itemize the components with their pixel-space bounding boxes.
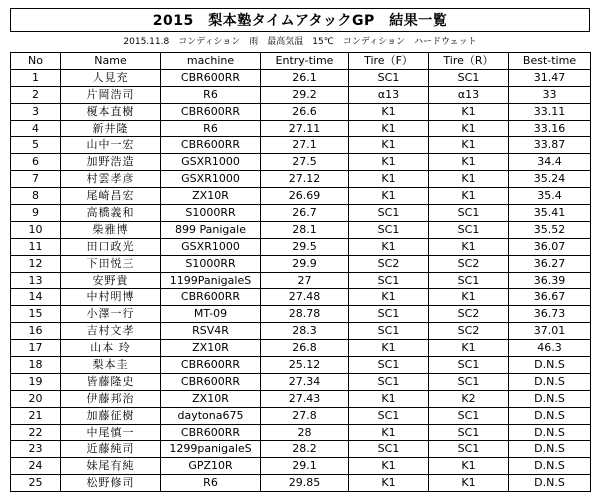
cell-no: 13 xyxy=(11,272,61,289)
cell-best-time: D.N.S xyxy=(509,475,591,492)
table-row xyxy=(11,475,591,492)
table-row xyxy=(11,171,591,188)
cell-no: 7 xyxy=(11,171,61,188)
cell-name: 梨本圭 xyxy=(61,357,161,374)
cell-tire-front: SC1 xyxy=(349,407,429,424)
cell-entry-time: 28 xyxy=(261,424,349,441)
column-header-entry-time: Entry-time xyxy=(261,53,349,70)
cell-entry-time: 27.34 xyxy=(261,373,349,390)
cell-tire-front: K1 xyxy=(349,188,429,205)
table-row xyxy=(11,441,591,458)
cell-name: 中尾慎一 xyxy=(61,424,161,441)
cell-no: 2 xyxy=(11,86,61,103)
cell-entry-time: 27.8 xyxy=(261,407,349,424)
cell-tire-rear: SC2 xyxy=(429,306,509,323)
cell-entry-time: 29.5 xyxy=(261,238,349,255)
column-header-best-time: Best-time xyxy=(509,53,591,70)
cell-no: 16 xyxy=(11,323,61,340)
cell-tire-front: K1 xyxy=(349,238,429,255)
cell-name: 高橋義和 xyxy=(61,205,161,222)
cell-no: 11 xyxy=(11,238,61,255)
cell-name: 新井隆 xyxy=(61,120,161,137)
cell-tire-front: K1 xyxy=(349,289,429,306)
cell-no: 18 xyxy=(11,357,61,374)
cell-tire-rear: SC1 xyxy=(429,221,509,238)
cell-best-time: 33.87 xyxy=(509,137,591,154)
cell-entry-time: 27.43 xyxy=(261,390,349,407)
cell-tire-front: SC1 xyxy=(349,205,429,222)
cell-name: 妹尾有純 xyxy=(61,458,161,475)
cell-tire-front: K1 xyxy=(349,458,429,475)
cell-entry-time: 29.2 xyxy=(261,86,349,103)
cell-no: 9 xyxy=(11,205,61,222)
cell-no: 25 xyxy=(11,475,61,492)
cell-tire-rear: SC1 xyxy=(429,205,509,222)
cell-entry-time: 27.5 xyxy=(261,154,349,171)
table-row xyxy=(11,86,591,103)
cell-no: 22 xyxy=(11,424,61,441)
cell-best-time: 31.47 xyxy=(509,69,591,86)
cell-tire-front: K1 xyxy=(349,120,429,137)
cell-best-time: D.N.S xyxy=(509,390,591,407)
cell-tire-front: SC1 xyxy=(349,357,429,374)
results-body xyxy=(11,69,591,491)
cell-machine: 1299panigaleS xyxy=(161,441,261,458)
cell-name: 尾崎昌宏 xyxy=(61,188,161,205)
cell-best-time: 35.4 xyxy=(509,188,591,205)
cell-tire-rear: K1 xyxy=(429,103,509,120)
cell-name: 吉村文孝 xyxy=(61,323,161,340)
cell-entry-time: 26.1 xyxy=(261,69,349,86)
cell-tire-front: SC1 xyxy=(349,272,429,289)
column-header-tire-rear: Tire（R） xyxy=(429,53,509,70)
table-row xyxy=(11,154,591,171)
table-row xyxy=(11,255,591,272)
cell-machine: R6 xyxy=(161,86,261,103)
cell-tire-rear: SC2 xyxy=(429,255,509,272)
cell-tire-rear: K1 xyxy=(429,120,509,137)
table-row xyxy=(11,306,591,323)
cell-machine: CBR600RR xyxy=(161,103,261,120)
cell-entry-time: 26.7 xyxy=(261,205,349,222)
cell-entry-time: 29.9 xyxy=(261,255,349,272)
header-row xyxy=(11,53,591,70)
cell-best-time: D.N.S xyxy=(509,441,591,458)
results-table xyxy=(10,52,591,492)
table-row xyxy=(11,289,591,306)
conditions-line: 2015.11.8 コンディション 雨 最高気温 15℃ コンディション ハードウェット xyxy=(123,37,477,47)
cell-name: 加藤征樹 xyxy=(61,407,161,424)
cell-no: 6 xyxy=(11,154,61,171)
cell-name: 加野浩造 xyxy=(61,154,161,171)
cell-machine: CBR600RR xyxy=(161,289,261,306)
cell-name: 柴雅博 xyxy=(61,221,161,238)
cell-entry-time: 27.48 xyxy=(261,289,349,306)
cell-tire-rear: SC1 xyxy=(429,272,509,289)
cell-tire-rear: K1 xyxy=(429,154,509,171)
cell-best-time: 36.73 xyxy=(509,306,591,323)
cell-machine: GSXR1000 xyxy=(161,238,261,255)
cell-tire-rear: SC1 xyxy=(429,407,509,424)
cell-no: 24 xyxy=(11,458,61,475)
cell-machine: ZX10R xyxy=(161,340,261,357)
cell-machine: CBR600RR xyxy=(161,424,261,441)
cell-tire-rear: K1 xyxy=(429,340,509,357)
cell-name: 村雲孝彦 xyxy=(61,171,161,188)
cell-best-time: 37.01 xyxy=(509,323,591,340)
cell-machine: S1000RR xyxy=(161,255,261,272)
cell-machine: 899 Panigale xyxy=(161,221,261,238)
cell-entry-time: 27.12 xyxy=(261,171,349,188)
cell-name: 榎本直樹 xyxy=(61,103,161,120)
table-row xyxy=(11,188,591,205)
cell-machine: CBR600RR xyxy=(161,137,261,154)
cell-tire-front: K1 xyxy=(349,154,429,171)
cell-tire-front: K1 xyxy=(349,103,429,120)
table-row xyxy=(11,340,591,357)
cell-name: 下田悦三 xyxy=(61,255,161,272)
cell-best-time: 33.11 xyxy=(509,103,591,120)
cell-machine: GSXR1000 xyxy=(161,171,261,188)
cell-tire-rear: K1 xyxy=(429,475,509,492)
table-row xyxy=(11,424,591,441)
cell-entry-time: 27 xyxy=(261,272,349,289)
cell-machine: daytona675 xyxy=(161,407,261,424)
table-row xyxy=(11,407,591,424)
cell-tire-front: SC1 xyxy=(349,306,429,323)
column-header-tire-front: Tire（F） xyxy=(349,53,429,70)
cell-tire-front: SC2 xyxy=(349,255,429,272)
cell-best-time: 35.24 xyxy=(509,171,591,188)
cell-tire-front: K1 xyxy=(349,340,429,357)
cell-name: 片岡浩司 xyxy=(61,86,161,103)
cell-entry-time: 26.8 xyxy=(261,340,349,357)
cell-tire-front: SC1 xyxy=(349,441,429,458)
table-row xyxy=(11,137,591,154)
table-row xyxy=(11,69,591,86)
cell-no: 21 xyxy=(11,407,61,424)
cell-name: 伊藤邦治 xyxy=(61,390,161,407)
cell-machine: GPZ10R xyxy=(161,458,261,475)
cell-best-time: 33 xyxy=(509,86,591,103)
cell-entry-time: 29.1 xyxy=(261,458,349,475)
cell-tire-front: SC1 xyxy=(349,373,429,390)
table-row xyxy=(11,272,591,289)
cell-machine: R6 xyxy=(161,120,261,137)
table-row xyxy=(11,205,591,222)
cell-tire-rear: SC1 xyxy=(429,373,509,390)
cell-tire-rear: SC1 xyxy=(429,424,509,441)
cell-tire-rear: α13 xyxy=(429,86,509,103)
cell-name: 田口政光 xyxy=(61,238,161,255)
cell-best-time: 36.39 xyxy=(509,272,591,289)
cell-best-time: 35.52 xyxy=(509,221,591,238)
cell-tire-front: K1 xyxy=(349,171,429,188)
cell-tire-rear: K1 xyxy=(429,188,509,205)
cell-entry-time: 28.78 xyxy=(261,306,349,323)
cell-best-time: 36.27 xyxy=(509,255,591,272)
cell-tire-front: K1 xyxy=(349,390,429,407)
cell-tire-front: SC1 xyxy=(349,323,429,340)
cell-no: 5 xyxy=(11,137,61,154)
cell-no: 19 xyxy=(11,373,61,390)
cell-machine: CBR600RR xyxy=(161,373,261,390)
cell-best-time: 35.41 xyxy=(509,205,591,222)
table-row xyxy=(11,458,591,475)
cell-tire-rear: K1 xyxy=(429,137,509,154)
cell-machine: RSV4R xyxy=(161,323,261,340)
cell-no: 1 xyxy=(11,69,61,86)
cell-machine: 1199PanigaleS xyxy=(161,272,261,289)
cell-tire-front: K1 xyxy=(349,137,429,154)
cell-tire-rear: K1 xyxy=(429,238,509,255)
cell-best-time: 46.3 xyxy=(509,340,591,357)
table-row xyxy=(11,120,591,137)
page-title: 2015 梨本塾タイムアタックGP 結果一覧 xyxy=(10,8,590,32)
table-row xyxy=(11,357,591,374)
cell-machine: R6 xyxy=(161,475,261,492)
column-header-no: No xyxy=(11,53,61,70)
column-header-machine: machine xyxy=(161,53,261,70)
cell-name: 山中一宏 xyxy=(61,137,161,154)
cell-name: 安野貴 xyxy=(61,272,161,289)
cell-no: 23 xyxy=(11,441,61,458)
cell-best-time: 34.4 xyxy=(509,154,591,171)
cell-tire-rear: SC1 xyxy=(429,69,509,86)
cell-entry-time: 26.69 xyxy=(261,188,349,205)
cell-no: 17 xyxy=(11,340,61,357)
table-row xyxy=(11,238,591,255)
cell-best-time: D.N.S xyxy=(509,424,591,441)
cell-no: 3 xyxy=(11,103,61,120)
cell-entry-time: 29.85 xyxy=(261,475,349,492)
cell-name: 皆藤隆史 xyxy=(61,373,161,390)
cell-best-time: D.N.S xyxy=(509,458,591,475)
cell-tire-rear: K1 xyxy=(429,171,509,188)
cell-machine: ZX10R xyxy=(161,188,261,205)
table-row xyxy=(11,221,591,238)
column-header-name: Name xyxy=(61,53,161,70)
cell-best-time: D.N.S xyxy=(509,407,591,424)
cell-name: 人見充 xyxy=(61,69,161,86)
cell-machine: GSXR1000 xyxy=(161,154,261,171)
cell-name: 小澤一行 xyxy=(61,306,161,323)
cell-no: 15 xyxy=(11,306,61,323)
cell-entry-time: 25.12 xyxy=(261,357,349,374)
cell-tire-front: K1 xyxy=(349,424,429,441)
cell-best-time: D.N.S xyxy=(509,357,591,374)
cell-best-time: 33.16 xyxy=(509,120,591,137)
cell-tire-front: α13 xyxy=(349,86,429,103)
cell-machine: CBR600RR xyxy=(161,357,261,374)
cell-tire-front: K1 xyxy=(349,475,429,492)
cell-entry-time: 27.1 xyxy=(261,137,349,154)
cell-name: 山本 玲 xyxy=(61,340,161,357)
cell-no: 4 xyxy=(11,120,61,137)
cell-entry-time: 28.3 xyxy=(261,323,349,340)
cell-tire-rear: SC1 xyxy=(429,441,509,458)
cell-tire-front: SC1 xyxy=(349,221,429,238)
cell-machine: ZX10R xyxy=(161,390,261,407)
table-row xyxy=(11,323,591,340)
cell-best-time: 36.67 xyxy=(509,289,591,306)
table-row xyxy=(11,390,591,407)
cell-tire-rear: SC2 xyxy=(429,323,509,340)
table-row xyxy=(11,103,591,120)
cell-tire-rear: K1 xyxy=(429,289,509,306)
cell-entry-time: 28.1 xyxy=(261,221,349,238)
cell-tire-rear: K1 xyxy=(429,458,509,475)
cell-best-time: 36.07 xyxy=(509,238,591,255)
cell-tire-rear: K2 xyxy=(429,390,509,407)
cell-entry-time: 26.6 xyxy=(261,103,349,120)
cell-machine: S1000RR xyxy=(161,205,261,222)
cell-entry-time: 28.2 xyxy=(261,441,349,458)
cell-no: 10 xyxy=(11,221,61,238)
cell-name: 中村明博 xyxy=(61,289,161,306)
cell-name: 松野修司 xyxy=(61,475,161,492)
cell-entry-time: 27.11 xyxy=(261,120,349,137)
cell-name: 近藤純司 xyxy=(61,441,161,458)
cell-no: 8 xyxy=(11,188,61,205)
cell-no: 20 xyxy=(11,390,61,407)
table-row xyxy=(11,373,591,390)
cell-best-time: D.N.S xyxy=(509,373,591,390)
cell-machine: CBR600RR xyxy=(161,69,261,86)
cell-tire-front: SC1 xyxy=(349,69,429,86)
cell-no: 14 xyxy=(11,289,61,306)
cell-tire-rear: SC1 xyxy=(429,357,509,374)
cell-no: 12 xyxy=(11,255,61,272)
cell-machine: MT-09 xyxy=(161,306,261,323)
